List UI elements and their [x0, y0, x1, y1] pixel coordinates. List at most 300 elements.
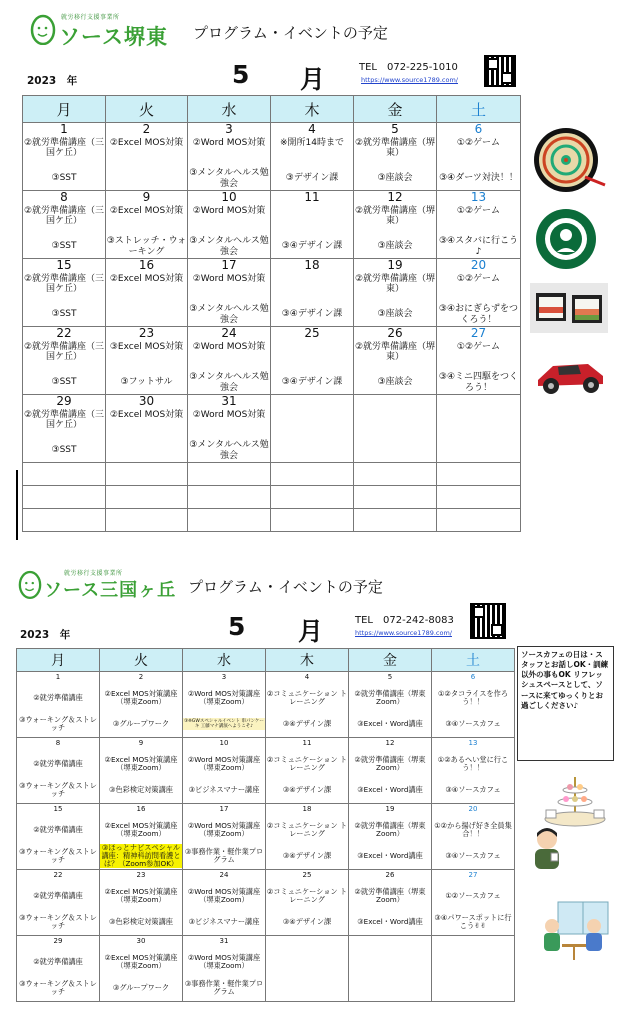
empty-cell [106, 509, 188, 532]
event-first [349, 949, 431, 975]
weekday-header: 火 [106, 96, 188, 123]
event-second: ③④おにぎらずをつくろう！ [438, 304, 519, 325]
day-cell [183, 672, 266, 738]
empty-cell [354, 463, 437, 486]
event-second: ③SST [51, 309, 77, 320]
empty-cell [437, 509, 521, 532]
event-first: ②Word MOS対策講座（堺東Zoom） [187, 952, 261, 970]
highlighted-event: ③ほっとナビスペシャル講座：精神科訪問看護とは？（Zoom参加OK） [101, 842, 181, 869]
brand-subtitle: 就労移行支援事業所 [64, 570, 123, 577]
day-cell [266, 672, 349, 738]
day-cell [106, 191, 188, 259]
event-second [266, 975, 348, 1001]
week-row [23, 395, 521, 463]
event-second: ③メンタルヘルス勉強会 [189, 168, 269, 189]
event-first: ②就労準備講座（三国ケ丘） [23, 274, 105, 295]
empty-row [23, 509, 521, 532]
event-first: ②就労準備講座 [33, 824, 83, 834]
day-number: 16 [136, 805, 146, 813]
day-number: 3 [221, 673, 227, 681]
day-cell [271, 259, 354, 327]
day-cell [432, 870, 515, 936]
day-number: 29 [53, 937, 63, 945]
event-second: ③事務作業・軽作業プログラム [184, 978, 264, 996]
day-cell [23, 123, 106, 191]
qr-code-icon [470, 603, 506, 639]
event-first [271, 204, 353, 237]
day-number: 15 [53, 805, 63, 813]
day-cell [17, 870, 100, 936]
weekday-header: 水 [188, 96, 271, 123]
day-number [354, 395, 436, 408]
day-number: 12 [387, 190, 403, 204]
empty-cell [23, 509, 106, 532]
event-second: ③ビジネスマナー講座 [188, 784, 260, 794]
month-number: 5 [228, 612, 246, 641]
day-number: 1 [55, 673, 61, 681]
event-first: ②コミュニケーション トレーニング [266, 754, 348, 772]
event-first: ②Excel MOS対策講座（堺東Zoom） [104, 688, 178, 706]
event-second [354, 441, 436, 460]
event-first: ②就労準備講座 [33, 890, 83, 900]
day-number: 1 [60, 122, 68, 136]
event-first: ①②あるへい堂に行こう！！ [437, 754, 509, 772]
event-second: ③ウォーキング＆ストレッチ [19, 846, 97, 864]
day-number: 11 [304, 190, 320, 204]
day-number: 9 [138, 739, 144, 747]
event-first: ②就労準備講座（三国ケ丘） [23, 206, 105, 227]
event-first: ②Word MOS対策講座（堺東Zoom） [187, 754, 261, 772]
event-second: ③④デザイン課 [281, 241, 343, 252]
day-cell [266, 936, 349, 1002]
event-first [354, 408, 436, 441]
onigirazu-icon [530, 283, 608, 333]
day-number [349, 936, 431, 949]
day-number: 25 [304, 326, 320, 340]
weekday-header: 木 [271, 96, 354, 123]
empty-cell [354, 509, 437, 532]
event-second: ③④デザイン課 [282, 916, 332, 926]
day-cell [432, 672, 515, 738]
event-second [349, 975, 431, 1001]
event-second: ③グループワーク [112, 982, 170, 992]
event-second: ③④スタバに行こう♪ [438, 236, 519, 257]
event-first: ②コミュニケーション トレーニング [266, 886, 348, 904]
person-coffee-icon [525, 825, 570, 870]
event-second: ③④デザイン課 [281, 309, 343, 320]
weekday-header: 火 [100, 649, 183, 672]
event-first: ②Excel MOS対策講座（堺東Zoom） [104, 886, 178, 904]
coffee-logo-icon [535, 208, 597, 270]
day-number: 30 [138, 394, 155, 408]
day-number: 27 [470, 326, 487, 340]
day-cell [17, 738, 100, 804]
day-cell [349, 738, 432, 804]
event-first: ②Excel MOS対策 [109, 138, 184, 148]
website-link[interactable]: https://www.source1789.com/ [361, 76, 458, 84]
event-first: ②Excel MOS対策 [109, 410, 184, 420]
event-second: ③④デザイン課 [282, 784, 332, 794]
event-first: ②就労準備講座（堺東） [354, 138, 436, 159]
event-first: ②就労準備講座（三国ケ丘） [23, 410, 105, 431]
day-cell [349, 804, 432, 870]
day-cell [354, 259, 437, 327]
event-second: ③ストレッチ・ウォーキング [106, 236, 187, 257]
event-first: ②就労準備講座（堺東Zoom） [354, 886, 426, 904]
day-cell [188, 327, 271, 395]
event-first: ①②ゲーム [456, 206, 501, 216]
qr-code-icon [484, 55, 516, 87]
event-first: ①②から揚げ好き全員集合！！ [434, 820, 512, 838]
weekday-header: 金 [349, 649, 432, 672]
day-cell [354, 395, 437, 463]
empty-cell [271, 463, 354, 486]
dartboard-icon [530, 125, 608, 195]
week-row [23, 191, 521, 259]
day-number: 24 [221, 326, 237, 340]
calendar-table-sakai [22, 95, 521, 532]
day-cell [354, 191, 437, 259]
year-label: 2023 年 [20, 629, 71, 641]
event-second: ③ビジネスマナー講座 [188, 916, 260, 926]
event-second: ③メンタルヘルス勉強会 [189, 440, 269, 461]
empty-cell [437, 463, 521, 486]
event-first: ①②ゲーム [456, 274, 501, 284]
day-cell [432, 804, 515, 870]
margin-rule [16, 470, 18, 540]
event-second: ③フットサル [120, 377, 173, 388]
day-number: 17 [221, 258, 237, 272]
tel-number: TEL 072-225-1010 [359, 62, 458, 73]
event-second: ③④ソースカフェ [445, 784, 501, 794]
event-first: ①②ソースカフェ [445, 890, 501, 900]
empty-cell [106, 486, 188, 509]
day-cell [437, 259, 521, 327]
day-number: 4 [304, 673, 310, 681]
day-number: 22 [56, 326, 72, 340]
page-title: プログラム・イベントの予定 [193, 24, 388, 42]
empty-cell [23, 486, 106, 509]
cafe-note: ソースカフェの日は・スタッフとお話しOK・訓練以外の事もOK リフレッシュスペースとして、ソースに来てゆっくりとお過ごしください♪ [517, 646, 614, 761]
event-first [271, 340, 353, 373]
day-number: 17 [219, 805, 229, 813]
event-second [183, 711, 265, 737]
day-number: 6 [474, 122, 483, 136]
logo-icon [18, 569, 42, 599]
event-second [100, 843, 182, 869]
day-cell [437, 327, 521, 395]
day-number: 23 [136, 871, 146, 879]
event-first: ②Word MOS対策講座（堺東Zoom） [187, 688, 261, 706]
brand-name: ソース三国ヶ丘 [44, 580, 177, 601]
event-second: ③④デザイン課 [282, 850, 332, 860]
day-number: 18 [302, 805, 312, 813]
day-cell [432, 936, 515, 1002]
event-first: ②就労準備講座（三国ケ丘） [23, 342, 105, 363]
day-cell [354, 123, 437, 191]
day-cell [106, 327, 188, 395]
weekday-header: 金 [354, 96, 437, 123]
day-cell [17, 936, 100, 1002]
event-second: ③座談会 [377, 241, 413, 252]
event-first [432, 949, 514, 975]
event-first: ②就労準備講座（堺東） [354, 342, 436, 363]
day-number: 19 [385, 805, 395, 813]
day-cell [183, 936, 266, 1002]
day-number: 5 [391, 122, 399, 136]
event-first: ②就労準備講座 [33, 692, 83, 702]
day-cell [188, 123, 271, 191]
special-event-note: ③※GWスペシャルイベント 串パンケーキ 工藤マナ講演へようこそ♪ [184, 718, 264, 729]
day-cell [183, 870, 266, 936]
day-cell [437, 123, 521, 191]
event-second: ③④ソースカフェ [445, 718, 501, 728]
event-second: ③メンタルヘルス勉強会 [189, 372, 269, 393]
day-number: 12 [385, 739, 395, 747]
event-second [437, 441, 520, 460]
day-number: 30 [136, 937, 146, 945]
empty-cell [188, 463, 271, 486]
event-first: ②就労準備講座（堺東Zoom） [354, 820, 426, 838]
event-second: ③ウォーキング＆ストレッチ [19, 978, 97, 996]
day-cell [23, 259, 106, 327]
day-number: 5 [387, 673, 393, 681]
empty-row [23, 463, 521, 486]
day-number: 8 [55, 739, 61, 747]
event-second: ③SST [51, 377, 77, 388]
event-second: ③Excel・Word講座 [357, 850, 423, 860]
event-second: ③④ミニ四駆をつくろう！ [438, 372, 519, 393]
day-number: 6 [470, 673, 476, 681]
event-first: ②Excel MOS対策 [109, 274, 184, 284]
day-number: 26 [385, 871, 395, 879]
event-second: ③④パワースポットに行こう✌✌ [434, 912, 512, 930]
event-second: ③ウォーキング＆ストレッチ [19, 780, 97, 798]
day-cell [100, 738, 183, 804]
day-cell [17, 804, 100, 870]
week-row [23, 123, 521, 191]
day-cell [266, 804, 349, 870]
day-number: 9 [142, 190, 151, 204]
website-link[interactable]: https://www.source1789.com/ [355, 629, 452, 637]
empty-cell [188, 486, 271, 509]
event-second: ③事務作業・軽作業プログラム [184, 846, 264, 864]
day-number: 10 [221, 190, 237, 204]
day-number: 2 [142, 122, 151, 136]
event-first: ②就労準備講座（堺東Zoom） [354, 754, 426, 772]
brand-subtitle: 就労移行支援事業所 [61, 14, 120, 21]
weekday-header: 木 [266, 649, 349, 672]
day-number: 10 [219, 739, 229, 747]
day-number: 11 [302, 739, 312, 747]
event-second: ③④デザイン課 [281, 377, 343, 388]
day-number: 23 [138, 326, 155, 340]
day-number: 3 [225, 122, 233, 136]
day-cell [271, 191, 354, 259]
day-number: 13 [470, 190, 487, 204]
day-number: 31 [221, 394, 237, 408]
day-number: 25 [302, 871, 312, 879]
event-first: ②Excel MOS対策講座（堺東Zoom） [104, 820, 178, 838]
month-label: 月 [300, 65, 326, 94]
event-first: ②就労準備講座（三国ケ丘） [23, 138, 105, 159]
week-row [17, 804, 515, 870]
event-first: ②Word MOS対策 [192, 342, 266, 352]
week-row [17, 870, 515, 936]
day-number [266, 936, 348, 949]
day-cell [188, 191, 271, 259]
day-cell [354, 327, 437, 395]
event-first: ②Word MOS対策 [192, 274, 266, 284]
empty-cell [271, 486, 354, 509]
day-number: 16 [138, 258, 155, 272]
day-number: 27 [468, 871, 478, 879]
day-cell [349, 936, 432, 1002]
event-first: ②就労準備講座（堺東Zoom） [354, 688, 426, 706]
weekday-header: 土 [432, 649, 515, 672]
day-number: 8 [60, 190, 68, 204]
day-cell [100, 672, 183, 738]
event-first: ②コミュニケーション トレーニング [266, 688, 348, 706]
day-cell [183, 804, 266, 870]
day-cell [266, 738, 349, 804]
day-cell [188, 395, 271, 463]
empty-row [23, 486, 521, 509]
day-cell [271, 327, 354, 395]
empty-cell [188, 509, 271, 532]
week-row [17, 738, 515, 804]
empty-cell [437, 486, 521, 509]
day-cell [100, 804, 183, 870]
event-first: ②Word MOS対策講座（堺東Zoom） [187, 886, 261, 904]
event-first: ②Excel MOS対策 [109, 206, 184, 216]
event-second [106, 169, 187, 188]
day-cell [17, 672, 100, 738]
weekday-header: 月 [17, 649, 100, 672]
empty-cell [354, 486, 437, 509]
day-number [432, 936, 514, 949]
day-number: 18 [304, 258, 320, 272]
day-cell [23, 327, 106, 395]
event-second: ③SST [51, 445, 77, 456]
day-number: 20 [468, 805, 478, 813]
day-number: 19 [387, 258, 403, 272]
week-row [17, 936, 515, 1002]
day-cell [349, 672, 432, 738]
weekday-header: 月 [23, 96, 106, 123]
tel-number: TEL 072-242-8083 [355, 615, 454, 626]
week-row [17, 672, 515, 738]
event-second: ③グループワーク [112, 718, 170, 728]
event-first: ②Excel MOS対策講座（堺東Zoom） [104, 952, 178, 970]
month-number: 5 [232, 60, 250, 89]
event-first: ②就労準備講座 [33, 758, 83, 768]
day-number [271, 395, 353, 408]
event-first: ①②ゲーム [456, 342, 501, 352]
day-cell [23, 191, 106, 259]
event-second: ③SST [51, 173, 77, 184]
event-second: ③SST [51, 241, 77, 252]
day-number: 31 [219, 937, 229, 945]
event-second: ③④デザイン課 [282, 718, 332, 728]
event-first: ②Excel MOS対策講座（堺東Zoom） [104, 754, 178, 772]
event-first [437, 408, 520, 441]
day-cell [183, 738, 266, 804]
event-first [266, 949, 348, 975]
event-second: ③Excel・Word講座 [357, 916, 423, 926]
day-cell [349, 870, 432, 936]
page-title: プログラム・イベントの予定 [188, 578, 383, 596]
day-number: 2 [138, 673, 144, 681]
week-row [23, 327, 521, 395]
afternoon-tea-icon [540, 772, 610, 832]
event-second: ③座談会 [377, 309, 413, 320]
day-number: 4 [308, 122, 316, 136]
event-second: ③メンタルヘルス勉強会 [189, 304, 269, 325]
day-number: 15 [56, 258, 72, 272]
day-cell [106, 259, 188, 327]
event-first [271, 272, 353, 305]
event-second: ③ウォーキング＆ストレッチ [19, 714, 97, 732]
day-cell [437, 191, 521, 259]
empty-cell [23, 463, 106, 486]
day-cell [271, 395, 354, 463]
event-second: ③色彩検定対策講座 [109, 916, 173, 926]
event-first: ②就労準備講座（堺東） [354, 206, 436, 227]
event-first: ②就労準備講座 [33, 956, 83, 966]
day-number: 22 [53, 871, 63, 879]
day-cell [188, 259, 271, 327]
event-second: ③座談会 [377, 377, 413, 388]
day-number: 24 [219, 871, 229, 879]
empty-cell [271, 509, 354, 532]
month-label: 月 [298, 617, 324, 646]
event-second: ③④ソースカフェ [445, 850, 501, 860]
event-first: ②Word MOS対策講座（堺東Zoom） [187, 820, 261, 838]
event-second: ③ウォーキング＆ストレッチ [19, 912, 97, 930]
event-first: ②Word MOS対策 [192, 410, 266, 420]
event-second: ③メンタルヘルス勉強会 [189, 236, 269, 257]
empty-cell [106, 463, 188, 486]
day-cell [266, 870, 349, 936]
event-second [106, 441, 187, 460]
day-cell [100, 870, 183, 936]
event-second: ③座談会 [377, 173, 413, 184]
event-first: ②Word MOS対策 [192, 138, 266, 148]
calendar-table-mikunigaoka [16, 648, 515, 1002]
event-second: ③色彩検定対策講座 [109, 784, 173, 794]
day-cell [106, 395, 188, 463]
event-first: ③Excel MOS対策 [109, 342, 184, 352]
event-first: ①②ゲーム [456, 138, 501, 148]
day-number: 29 [56, 394, 72, 408]
event-first: ※開所14時まで [280, 138, 344, 148]
event-second [271, 441, 353, 460]
event-second [432, 975, 514, 1001]
brand-name: ソース堺東 [59, 25, 168, 49]
event-first: ②コミュニケーション トレーニング [266, 820, 348, 838]
event-second: ③Excel・Word講座 [357, 718, 423, 728]
day-number: 20 [470, 258, 487, 272]
event-first: ②Word MOS対策 [192, 206, 266, 216]
day-cell [432, 738, 515, 804]
day-cell [100, 936, 183, 1002]
weekday-header: 土 [437, 96, 521, 123]
day-cell [23, 395, 106, 463]
day-cell [437, 395, 521, 463]
logo-icon [30, 13, 56, 45]
mini4wd-car-icon [533, 352, 608, 397]
